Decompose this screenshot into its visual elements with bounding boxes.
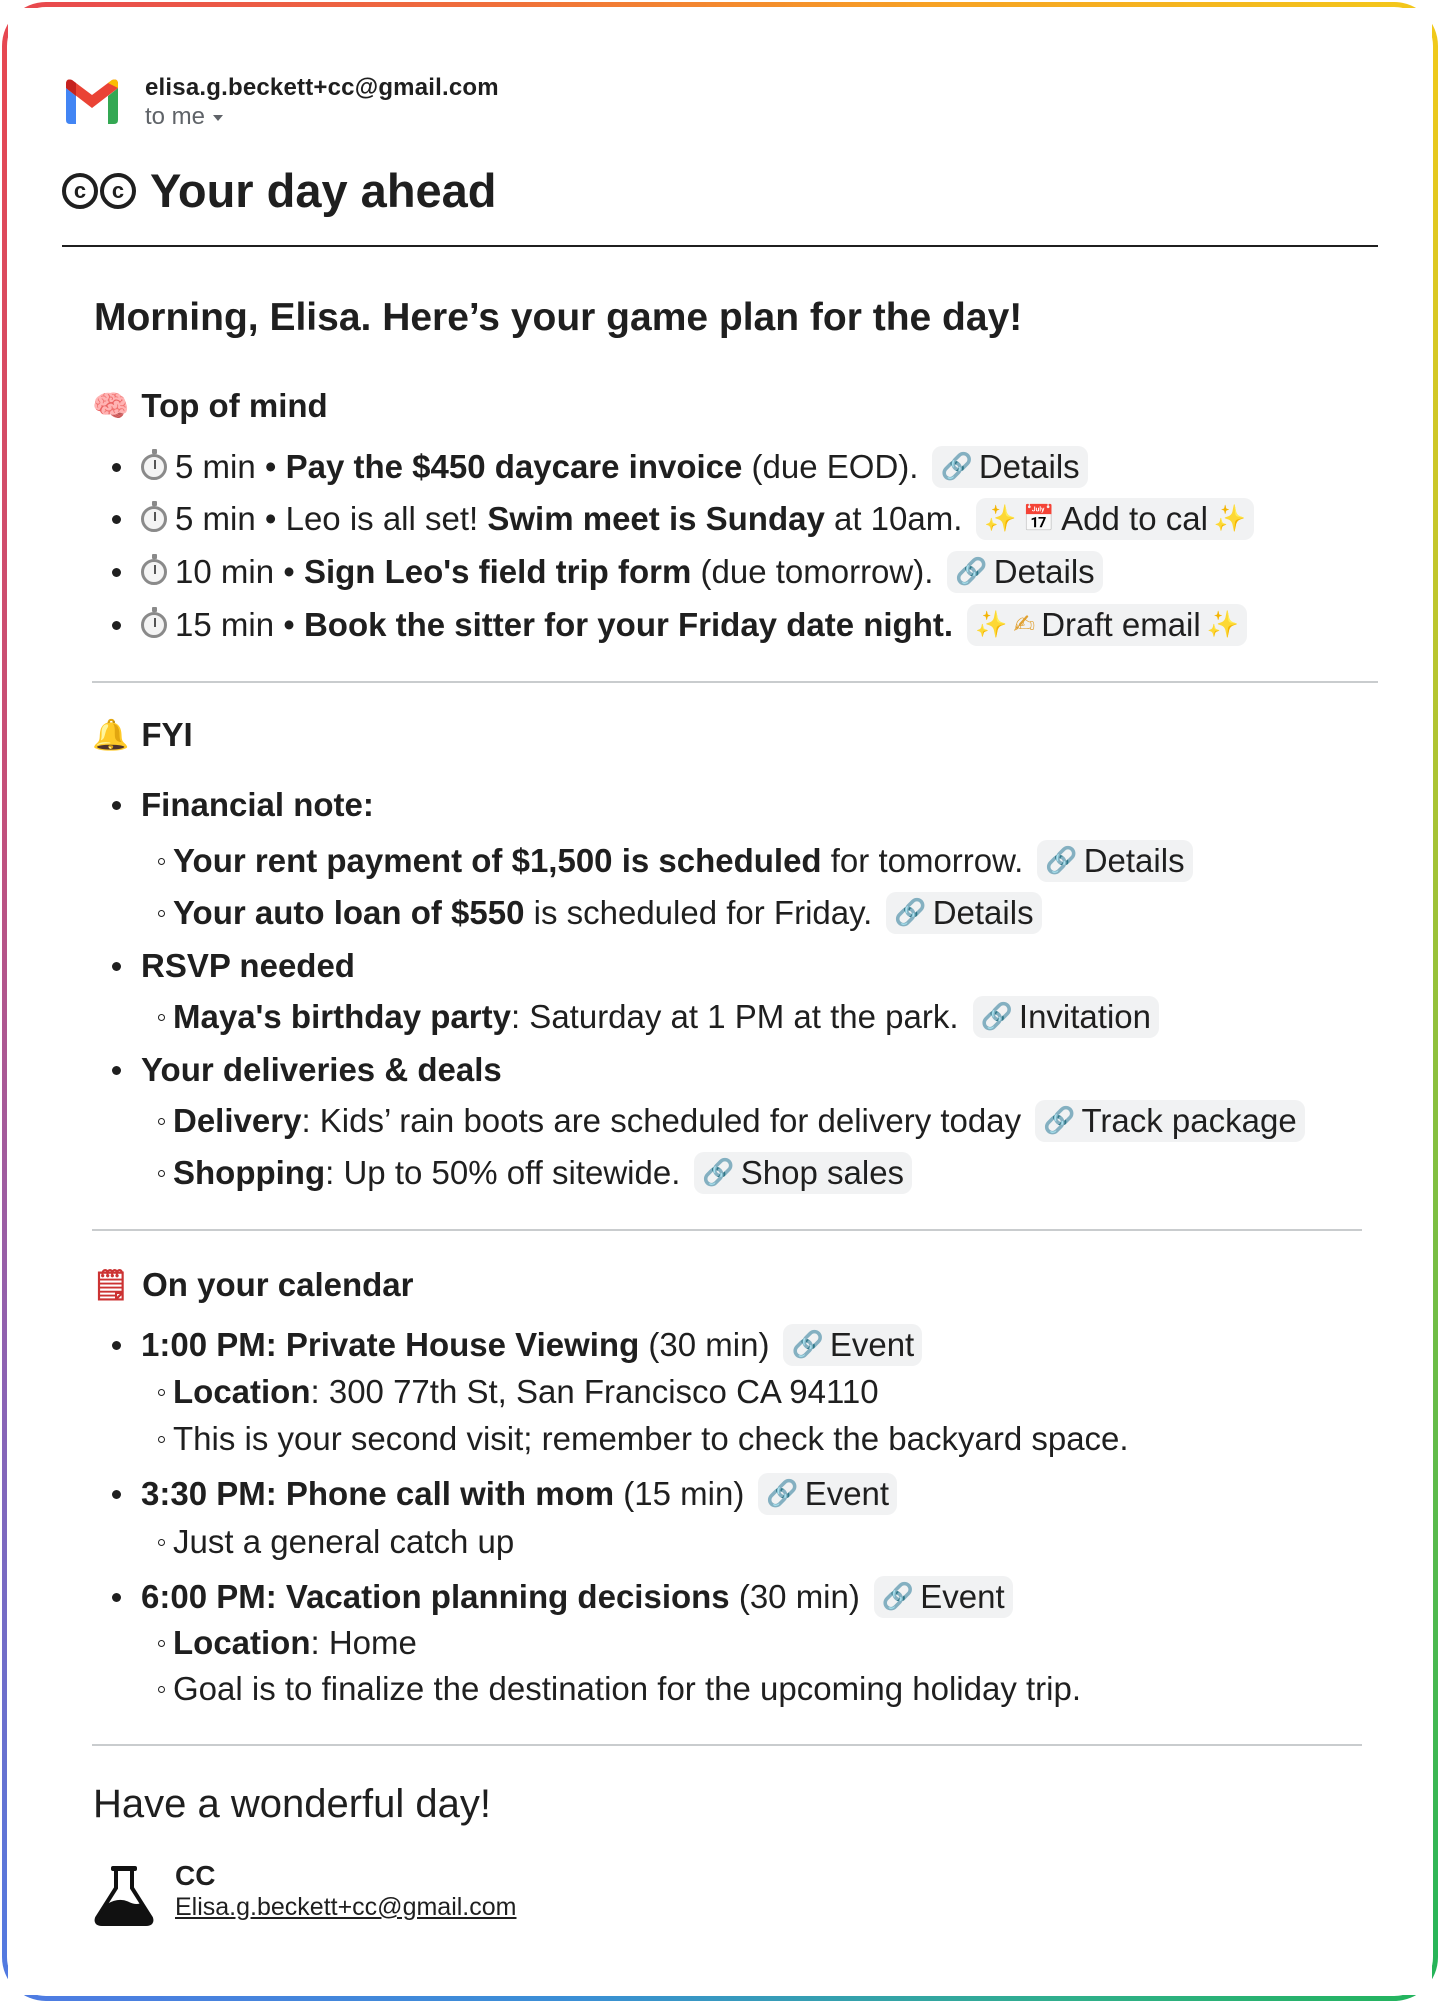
todo-item (112, 498, 1254, 540)
bullet (112, 463, 121, 472)
action-chip[interactable] (1037, 840, 1192, 882)
sender-email[interactable]: elisa.g.beckett+cc@gmail.com (145, 74, 499, 101)
link-icon: 🔗 (1045, 846, 1078, 876)
stopwatch-icon (141, 612, 167, 638)
task-text: (due tomorrow). (691, 553, 934, 590)
task-title: Pay the $450 daycare invoice (285, 448, 743, 485)
action-chip[interactable] (886, 892, 1041, 934)
link-icon: 🔗 (1043, 1106, 1076, 1136)
task-title: Book the sitter for your Friday date night. (303, 606, 954, 643)
section-divider (92, 1229, 1362, 1231)
item-text: is scheduled for Friday. (524, 894, 873, 931)
todo-item (112, 446, 1088, 488)
event-time: 1:00 PM (141, 1326, 266, 1363)
note-text: : Home (310, 1624, 417, 1661)
fyi-item (158, 892, 1042, 934)
bullet (112, 568, 121, 577)
link-icon: 🔗 (955, 557, 988, 587)
todo-item (112, 551, 1103, 593)
item-title: Delivery (173, 1102, 302, 1139)
event-duration: (30 min) (729, 1578, 860, 1615)
section-divider (92, 1744, 1362, 1746)
sub-bullet (158, 1539, 165, 1546)
sub-bullet (158, 858, 165, 865)
item-title: Shopping (173, 1154, 326, 1191)
event-note (158, 1624, 417, 1662)
sub-bullet (158, 1640, 165, 1647)
flask-icon (93, 1864, 155, 1926)
section-fyi-heading (92, 716, 193, 754)
group-title: Financial note: (141, 786, 374, 823)
event-note (158, 1670, 1081, 1708)
time-separator: : (265, 1578, 286, 1615)
action-chip-label: Track package (1081, 1102, 1297, 1139)
task-text: (due EOD). (742, 448, 919, 485)
fyi-group-label (112, 786, 374, 824)
action-chip-label: Event (920, 1578, 1005, 1615)
bell-icon: 🔔 (92, 717, 130, 753)
sub-bullet (158, 1118, 165, 1125)
duration: 5 min (175, 500, 256, 537)
sub-bullet (158, 1389, 165, 1396)
duration: 15 min (175, 606, 275, 643)
action-chip[interactable] (758, 1473, 897, 1515)
sparkle-icon: ✨ (1206, 610, 1240, 640)
event-time: 6:00 PM (141, 1578, 266, 1615)
section-divider (92, 681, 1378, 683)
action-chip[interactable] (973, 996, 1159, 1038)
action-chip[interactable] (694, 1152, 912, 1194)
bullet (112, 515, 121, 524)
action-chip-label: Event (829, 1326, 915, 1363)
event-duration: (30 min) (639, 1326, 770, 1363)
item-text: : Up to 50% off sitewide. (325, 1154, 681, 1191)
action-chip[interactable] (1035, 1100, 1305, 1142)
item-text: : Kids’ rain boots are scheduled for delivery today (301, 1102, 1022, 1139)
closing-message: Have a wonderful day! (93, 1782, 492, 1826)
task-text: at 10am. (824, 500, 963, 537)
bullet (112, 1593, 121, 1602)
group-title: RSVP needed (141, 947, 355, 984)
section-title: Top of mind (141, 387, 328, 424)
calendar-event (112, 1324, 922, 1366)
action-chip-label: Details (978, 448, 1080, 485)
time-separator: : (265, 1475, 286, 1512)
section-title: FYI (141, 716, 193, 753)
item-title: Your rent payment of $1,500 is scheduled (173, 842, 822, 879)
sub-bullet (158, 1170, 165, 1177)
recipient-label: to me (145, 103, 206, 130)
note-text: This is your second visit; remember to check the backyard space. (173, 1420, 1129, 1457)
event-title: Vacation planning decisions (285, 1578, 730, 1615)
stopwatch-icon (141, 559, 167, 585)
email-subject (62, 163, 497, 218)
sub-bullet (158, 910, 165, 917)
action-chip[interactable] (967, 604, 1247, 646)
sparkle-icon: ✨ (975, 610, 1008, 640)
link-icon: 🔗 (766, 1479, 799, 1509)
sub-bullet (158, 1686, 165, 1693)
event-time: 3:30 PM (141, 1475, 266, 1512)
task-title: Swim meet is Sunday (487, 500, 825, 537)
header-divider (62, 245, 1378, 247)
task-title: Sign Leo's field trip form (303, 553, 692, 590)
sparkle-icon: ✨ (984, 504, 1017, 534)
note-label: Location (173, 1373, 311, 1410)
link-icon: 🔗 (702, 1158, 735, 1188)
action-chip[interactable] (976, 498, 1254, 540)
action-chip-label: Invitation (1018, 998, 1151, 1035)
link-icon: 🔗 (881, 1582, 915, 1612)
bullet (112, 801, 121, 810)
action-chip-label: Shop sales (740, 1154, 905, 1191)
greeting: Morning, Elisa. Here’s your game plan for the day! (94, 296, 1023, 339)
note-text: : 300 77th St, San Francisco CA 94110 (310, 1373, 879, 1410)
sub-bullet (158, 1014, 165, 1021)
action-chip[interactable] (932, 446, 1087, 488)
event-title: Phone call with mom (285, 1475, 615, 1512)
fyi-item (158, 840, 1193, 882)
note-text: Goal is to finalize the destination for the upcoming holiday trip. (173, 1670, 1082, 1707)
separator: • (255, 448, 286, 485)
duration: 10 min (175, 553, 275, 590)
event-note (158, 1420, 1129, 1458)
section-top-of-mind-heading (92, 387, 328, 425)
action-chip[interactable] (783, 1324, 922, 1366)
bullet (112, 1490, 121, 1499)
section-calendar-heading (92, 1266, 414, 1304)
cc-logo-icon: c c (62, 173, 136, 209)
bullet (112, 1341, 121, 1350)
calendar-icon: 📅 (1022, 504, 1056, 534)
action-chip[interactable] (947, 551, 1102, 593)
link-icon: 🔗 (894, 898, 927, 928)
action-chip-label: Add to cal (1061, 500, 1208, 537)
fyi-group-label (112, 1051, 502, 1089)
link-icon: 🔗 (940, 452, 973, 482)
bullet (112, 1066, 121, 1075)
gmail-logo-icon (62, 78, 122, 124)
event-title: Private House Viewing (285, 1326, 640, 1363)
event-note (158, 1523, 514, 1561)
separator: • (255, 500, 286, 537)
item-title: Maya's birthday party (173, 998, 511, 1035)
separator: • (274, 553, 304, 590)
recipient-toggle[interactable] (145, 103, 223, 131)
bullet (112, 621, 121, 630)
fyi-item (158, 996, 1159, 1038)
group-title: Your deliveries & deals (141, 1051, 502, 1088)
fyi-item (158, 1152, 912, 1194)
caret-down-icon (213, 115, 223, 121)
action-chip-label: Event (804, 1475, 890, 1512)
event-note (158, 1373, 879, 1411)
email-subject-text: Your day ahead (150, 164, 497, 217)
time-separator: : (265, 1326, 286, 1363)
section-title: On your calendar (142, 1266, 414, 1303)
calendar-event (112, 1473, 897, 1515)
action-chip[interactable] (874, 1576, 1013, 1618)
event-duration: (15 min) (614, 1475, 745, 1512)
action-chip-label: Draft email (1041, 606, 1201, 643)
calendar-icon: 🗒 (92, 1267, 131, 1303)
brain-icon: 🧠 (92, 388, 130, 424)
action-chip-label: Details (1083, 842, 1185, 879)
stopwatch-icon (141, 454, 167, 480)
writing-hand-icon: ✍ (1013, 610, 1036, 640)
task-text: Leo is all set! (285, 500, 488, 537)
link-icon: 🔗 (791, 1330, 824, 1360)
item-text: for tomorrow. (821, 842, 1024, 879)
sub-bullet (158, 1436, 165, 1443)
todo-item (112, 604, 1247, 646)
item-text: : Saturday at 1 PM at the park. (510, 998, 959, 1035)
fyi-item (158, 1100, 1305, 1142)
signature-name: CC (175, 1860, 216, 1891)
bullet (112, 962, 121, 971)
duration: 5 min (175, 448, 256, 485)
action-chip-label: Details (993, 553, 1095, 590)
note-label: Location (173, 1624, 311, 1661)
item-title: Your auto loan of $550 (173, 894, 525, 931)
separator: • (274, 606, 304, 643)
signature-email-link[interactable]: Elisa.g.beckett+cc@gmail.com (175, 1893, 517, 1921)
action-chip-label: Details (932, 894, 1034, 931)
link-icon: 🔗 (980, 1002, 1013, 1032)
sparkle-icon: ✨ (1213, 504, 1247, 534)
stopwatch-icon (141, 506, 167, 532)
fyi-group-label (112, 947, 355, 985)
calendar-event (112, 1576, 1013, 1618)
note-text: Just a general catch up (173, 1523, 515, 1560)
